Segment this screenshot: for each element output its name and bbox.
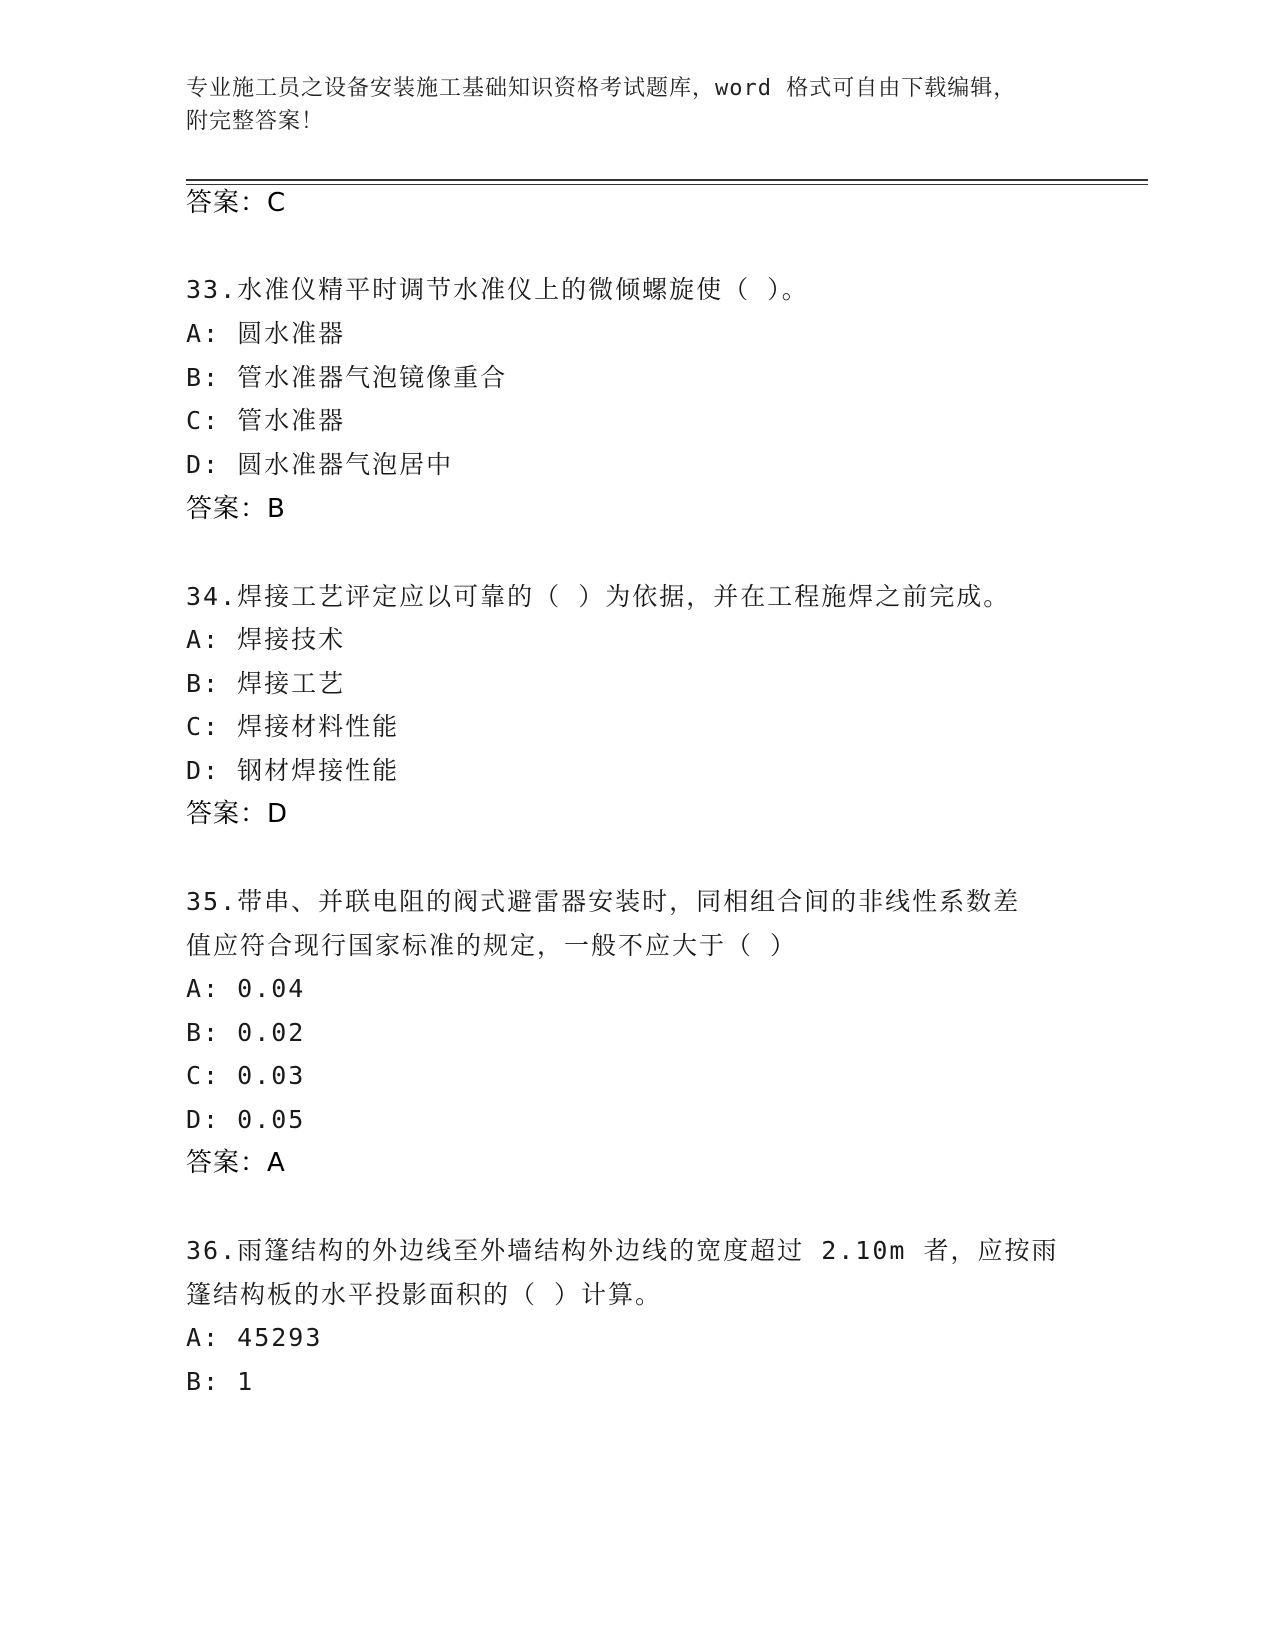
question-35-stem-line-1: 35.带串、并联电阻的阀式避雷器安装时，同相组合间的非线性系数差 xyxy=(186,887,1021,916)
question-34-answer: 答案：D xyxy=(186,799,289,829)
question-35-option-b: B: 0.02 xyxy=(186,1018,306,1047)
header-divider-thin xyxy=(186,184,1148,185)
question-34-option-a: A: 焊接技术 xyxy=(186,625,346,654)
question-35-answer: 答案：A xyxy=(186,1148,286,1178)
question-34-option-c: C: 焊接材料性能 xyxy=(186,712,400,741)
question-35-option-c: C: 0.03 xyxy=(186,1061,306,1090)
question-34-option-d: D: 钢材焊接性能 xyxy=(186,756,400,785)
header-divider xyxy=(186,179,1148,181)
question-35-option-a: A: 0.04 xyxy=(186,974,306,1003)
question-33-option-d: D: 圆水准器气泡居中 xyxy=(186,450,454,479)
question-33-option-c: C: 管水准器 xyxy=(186,406,346,435)
question-33-answer: 答案：B xyxy=(186,494,286,524)
question-33-option-a: A: 圆水准器 xyxy=(186,319,346,348)
question-33-stem: 33.水准仪精平时调节水准仪上的微倾螺旋使（ ）。 xyxy=(186,275,809,304)
question-36-option-b: B: 1 xyxy=(186,1367,255,1396)
header-line-2: 附完整答案！ xyxy=(186,109,325,134)
question-33-option-b: B: 管水准器气泡镜像重合 xyxy=(186,363,508,392)
previous-answer: 答案：C xyxy=(186,188,287,218)
question-34-stem: 34.焊接工艺评定应以可靠的（ ）为依据，并在工程施焊之前完成。 xyxy=(186,582,1011,611)
question-35-option-d: D: 0.05 xyxy=(186,1105,306,1134)
question-36-option-a: A: 45293 xyxy=(186,1323,323,1352)
document-header xyxy=(186,72,1086,138)
question-36-stem-line-2: 篷结构板的水平投影面积的（ ）计算。 xyxy=(186,1280,663,1309)
question-34-option-b: B: 焊接工艺 xyxy=(186,669,346,698)
header-line-1: 专业施工员之设备安装施工基础知识资格考试题库，word 格式可自由下载编辑， xyxy=(186,76,1017,101)
question-36-stem-line-1: 36.雨篷结构的外边线至外墙结构外边线的宽度超过 2.10m 者，应按雨 xyxy=(186,1236,1059,1265)
question-35-stem-line-2: 值应符合现行国家标准的规定，一般不应大于（ ） xyxy=(186,931,798,960)
